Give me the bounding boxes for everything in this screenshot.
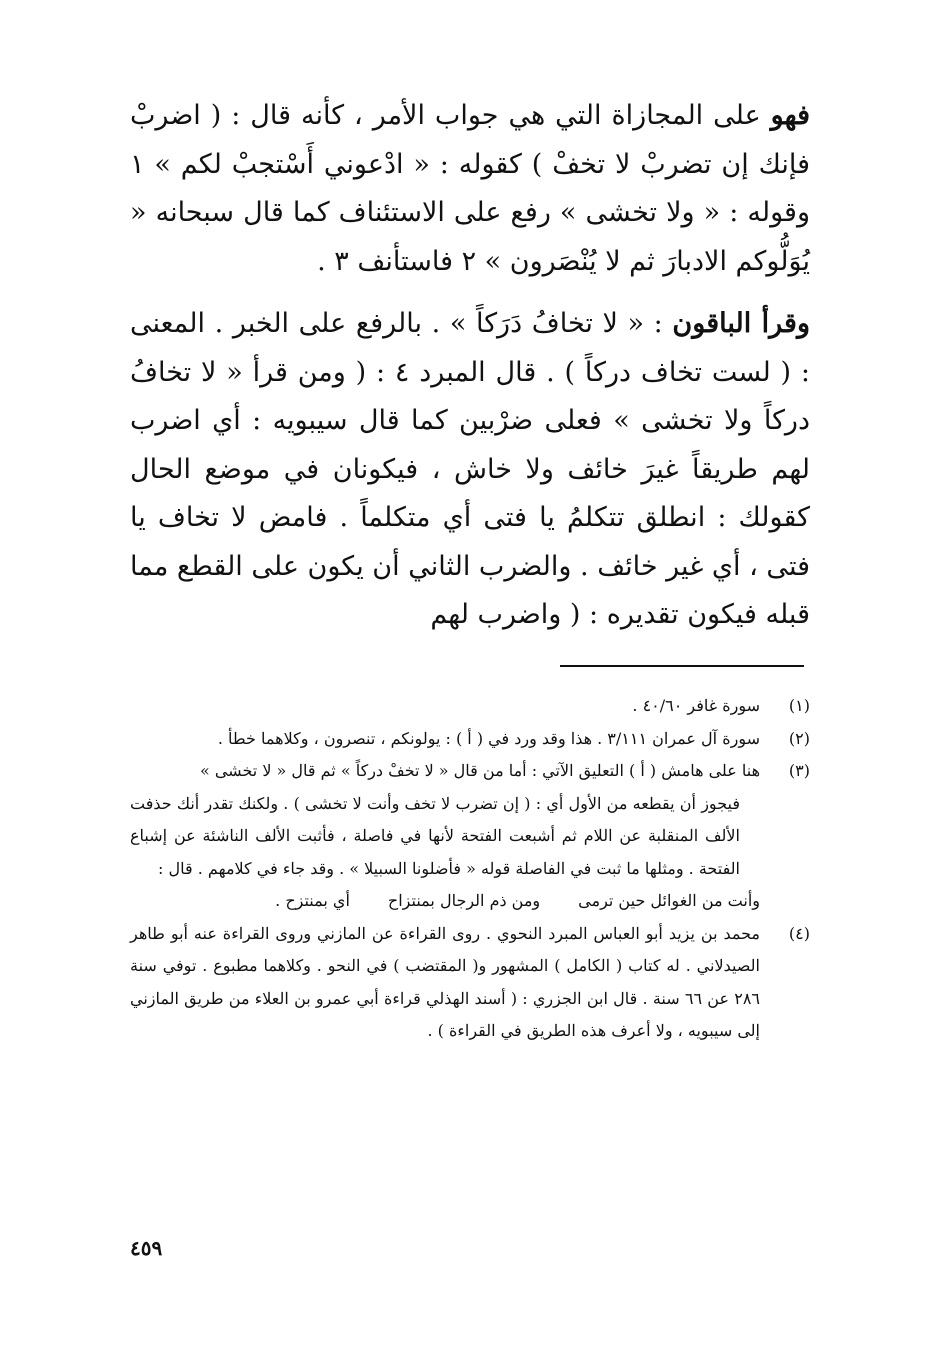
paragraph (130, 92, 810, 286)
footnote-number: (٤) (788, 923, 810, 943)
footnote-text: محمد بن يزيد أبو العباس المبرد النحوي . روى القراءة عن المازني وروى القراءة عنه أبو طاهر الصيدلاني . له كتاب ( الكامل ) المشهور و( المقتضب ) في النحو . وكلاهما مطبوع . توفي سنة ٢٨٦ عن ٦٦ سنة . قال ابن الجزري : ( أسند الهذلي قراءة أبي عمرو بن العلاء من طريق المازني إلى سيبويه ، ولا أعرف هذه الطريق في القراءة ) . (130, 923, 760, 1040)
verse-note: أي بمنتزح . (275, 891, 350, 910)
verse-first-hemistich: وأنت من الغوائل حين ترمى (578, 891, 760, 910)
poetry-verse (130, 885, 760, 918)
footnote (130, 723, 810, 756)
footnote-text: سورة آل عمران ٣/١١١ . هذا وقد ورد في ( أ ) : يولونكم ، تنصرون ، وكلاهما خطأ . (217, 728, 760, 748)
footnote-text: هنا على هامش ( أ ) التعليق الآتي : أما من قال « لا تخفْ دركاً » ثم قال « لا تخشى » (199, 761, 760, 780)
footnotes (130, 690, 810, 1048)
paragraph-body: : « لا تخافُ دَرَكاً » . بالرفع على الخبر . المعنى : ( لست تخاف دركاً ) . قال المبرد ٤ : ( ومن قرأ « لا تخافُ دركاً ولا تخشى » فعلى ضرْبين كما قال سيبويه : أي اضرب لهم طريقاً غيرَ خائف ولا خاش ، فيكونان في موضع الحال كقولك : انطلق تتكلمُ يا فتى أي متكلماً . فامض لا تخاف يا فتى ، أي غير خائف . والضرب الثاني أن يكون على القطع مما قبله فيكون تقديره : ( واضرب لهم (130, 308, 810, 630)
footnote-continuation: فيجوز أن يقطعه من الأول أي : ( إن تضرب لا تخف وأنت لا تخشى ) . ولكنك تقدر أنك حذفت الألف المنقلبة عن اللام ثم أشبعت الفتحة لأنها في فاصلة ، فأثبت الألف الناشئة عن إشباع الفتحة . ومثلها ما ثبت في الفاصلة قوله « فأضلونا السبيلا » . وقد جاء في كلامهم . قال : (130, 793, 740, 878)
main-text (130, 92, 810, 640)
footnote-text: سورة غافر ٤٠/٦٠ . (632, 696, 760, 715)
footnote (130, 755, 810, 918)
footnote (130, 918, 810, 1048)
verse-second-hemistich: ومن ذم الرجال بمنتزاح (387, 891, 541, 910)
paragraph-body: على المجازاة التي هي جواب الأمر ، كأنه قال : ( اضربْ فإنك إن تضربْ لا تخفْ ) كقوله : « ادْعوني أَسْتجبْ لكم » ١ وقوله : « ولا تخشى » رفع على الاستئناف كما قال سبحانه « يُوَلُّوكم الادبارَ ثم لا يُنْصَرون » ٢ فاستأنف ٣ . (130, 100, 810, 277)
footnote-number: (٣) (788, 761, 810, 780)
footnote-number: (١) (788, 696, 810, 715)
page-number: ٤٥٩ (130, 1236, 163, 1260)
footnote (130, 690, 810, 723)
paragraph-lead: وقرأ الباقون (672, 308, 810, 339)
paragraph-lead: فهو (770, 100, 810, 131)
paragraph (130, 300, 810, 640)
footnote-separator (560, 665, 804, 667)
footnote-number: (٢) (788, 728, 810, 748)
